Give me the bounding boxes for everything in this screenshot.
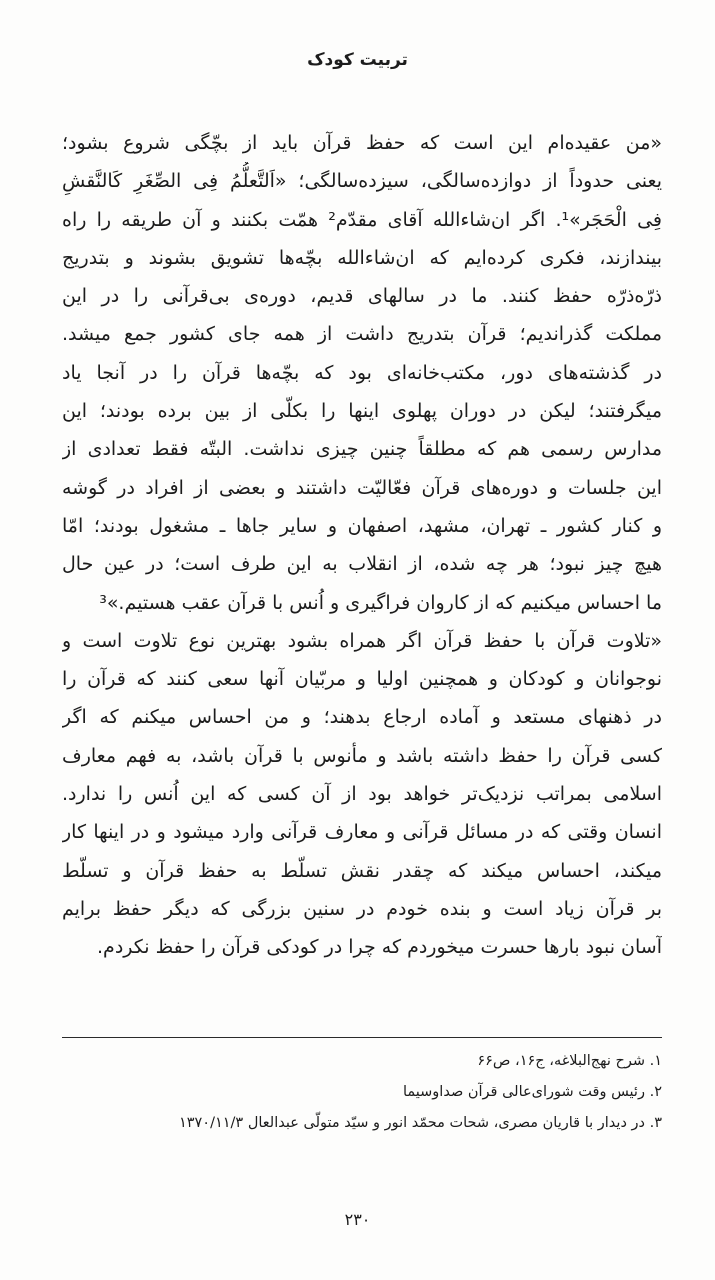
text-line: میکند، احساس میکند که چقدر نقش تسلّط به حفظ قرآن و تسلّط — [62, 859, 662, 882]
text-line: «تلاوت قرآن با حفظ قرآن اگر همراه بشود بهترین نوع تلاوت است و — [62, 629, 662, 652]
running-title: تربیت کودک — [307, 50, 408, 70]
text-line: فِی الْحَجَر»¹. اگر ان‌شاءالله آقای مقدّم² همّت بکنند و آن طریقه را راه — [62, 208, 662, 231]
page-number: ۲۳۰ — [344, 1210, 371, 1229]
footnote-divider — [62, 1037, 662, 1038]
text-line: هیچ چیز نبود؛ هر چه شده، از انقلاب به این طرف است؛ در عین حال — [62, 553, 662, 576]
text-line: ذرّه‌ذرّه حفظ کنند. ما در سالهای قدیم، دوره‌ی بی‌قرآنی را در این — [62, 285, 662, 308]
text-line: ما احساس میکنیم که از کاروان فراگیری و اُنس با قرآن عقب هستیم.»³ — [99, 591, 662, 614]
text-line: مدارس رسمی هم که مطلقاً چنین چیزی نداشت. البتّه فقط تعدادی از — [62, 438, 662, 461]
footnote-3: ۳. در دیدار با قاریان مصری، شحات محمّد انور و سیّد متولّی عبدالعال ۱۳۷۰/۱۱/۳ — [178, 1115, 662, 1131]
text-line: یعنی حدوداً از دوازده‌سالگی، سیزده‌سالگی؛ «اَلتَّعلُّمُ فِی الصِّغَرِ کَالنَّقشِ — [62, 170, 662, 193]
footnote-1: ۱. شرح نهج‌البلاغه، ج۱۶، ص۶۶ — [477, 1053, 662, 1069]
text-line: کسی قرآن را حفظ داشته باشد و مأنوس با قرآن باشد، به فهم معارف — [62, 744, 662, 767]
text-line: انسان وقتی که در مسائل قرآنی و معارف قرآنی وارد میشود و در اینها کار — [62, 821, 662, 844]
text-line: در گذشته‌های دور، مکتب‌خانه‌ای بود که بچّه‌ها قرآن را در آنجا یاد — [62, 361, 662, 384]
footnote-2: ۲. رئیس وقت شورای‌عالی قرآن صداوسیما — [402, 1084, 662, 1100]
footnotes — [62, 1046, 662, 1139]
text-line: آسان نبود بارها حسرت میخوردم که چرا در کودکی قرآن را حفظ نکردم. — [97, 936, 662, 959]
text-line: میگرفتند؛ لیکن در دوران پهلوی اینها را بکلّی از بین برده بودند؛ این — [62, 400, 662, 423]
text-line: مملکت گذراندیم؛ قرآن بتدریج داشت از همه جای کشور جمع میشد. — [62, 323, 662, 346]
text-line: در ذهنهای مستعد و آماده ارجاع بدهند؛ و من احساس میکنم که اگر — [62, 706, 662, 729]
text-line: بیندازند، فکری کرده‌ایم که ان‌شاءالله بچّه‌ها تشویق بشوند و بتدریج — [62, 246, 662, 269]
text-line: «من عقیده‌ام این است که حفظ قرآن باید از بچّگی شروع بشود؛ — [62, 132, 662, 154]
text-line: و کنار کشور ـ تهران، مشهد، اصفهان و سایر جاها ـ مشغول بودند؛ امّا — [62, 514, 662, 537]
text-line: این جلسات و دوره‌های قرآن فعّالیّت داشتند و بعضی از افراد در گوشه — [62, 476, 662, 499]
text-line: اسلامی بمراتب نزدیک‌تر خواهد بود از آن کسی که این اُنس را ندارد. — [62, 783, 662, 806]
text-line: نوجوانان و کودکان و همچنین اولیا و مربّیان آنها سعی کنند که قرآن را — [62, 668, 662, 691]
body-text — [62, 124, 662, 967]
text-line: بر قرآن زیاد است و بنده خودم در سنین بزرگی که دیگر حفظ برایم — [62, 897, 662, 920]
